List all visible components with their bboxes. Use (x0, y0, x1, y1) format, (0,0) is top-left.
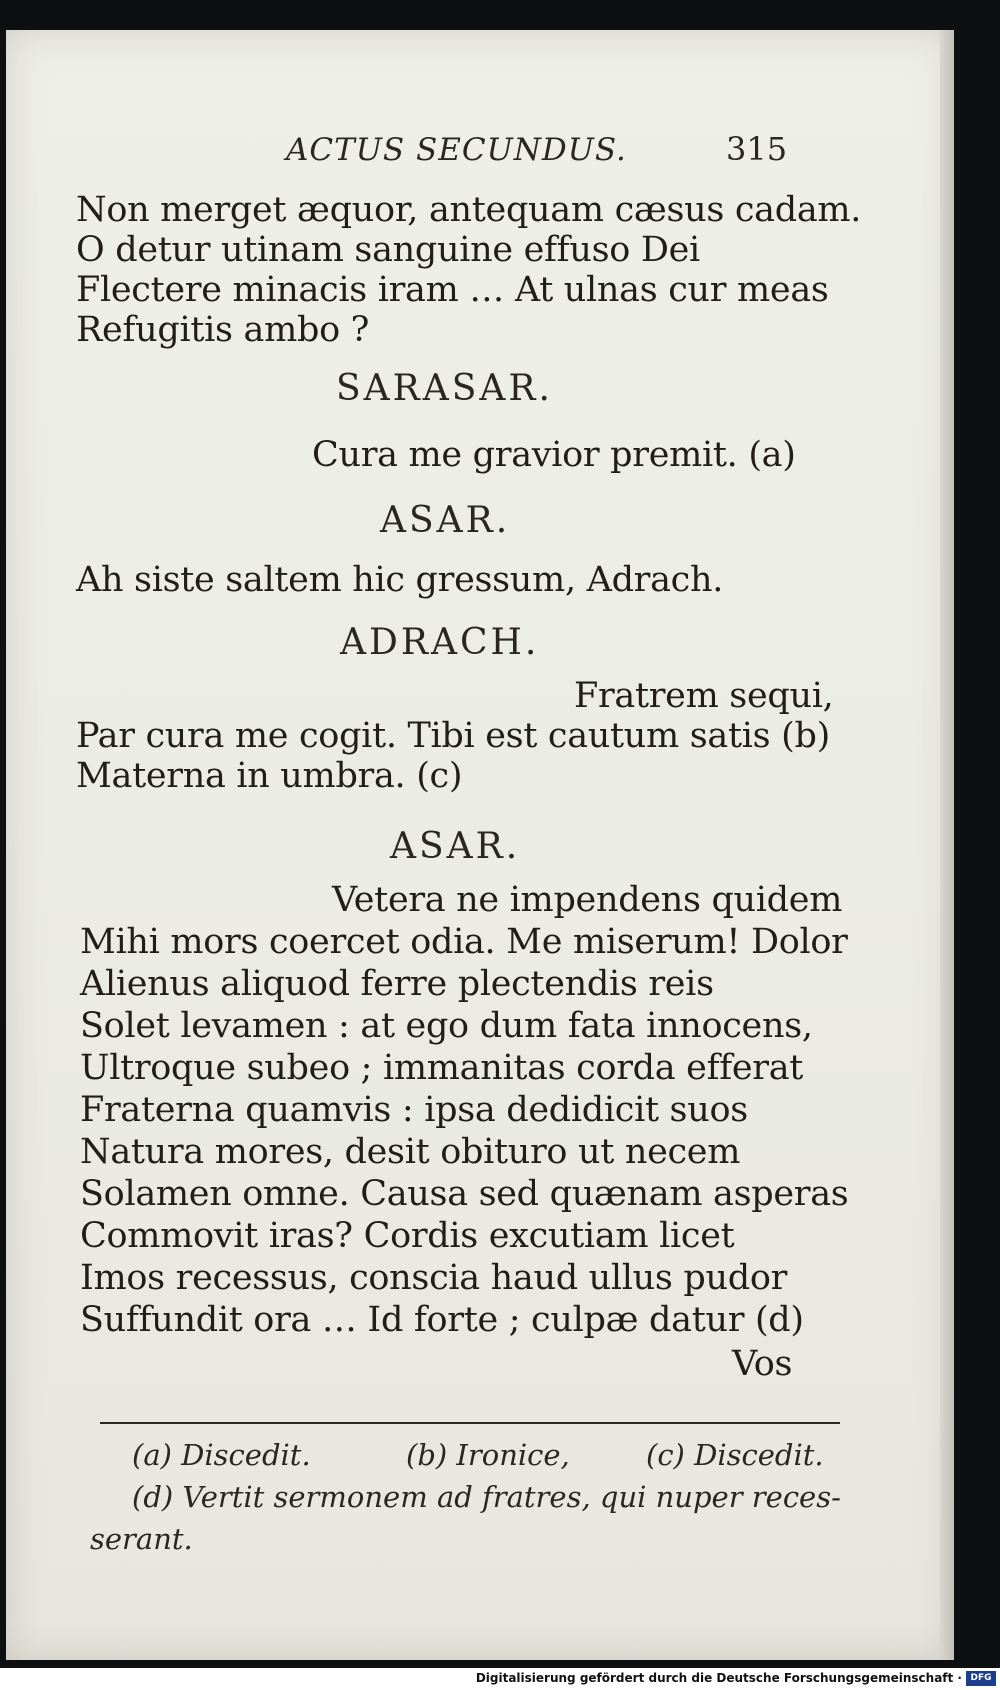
verse-line: Suffundit ora … Id forte ; culpæ datur (d) (80, 1300, 804, 1340)
footnote-d: (d) Vertit sermonem ad fratres, qui nuper reces- (132, 1480, 841, 1514)
running-head: ACTUS SECUNDUS. (286, 132, 627, 168)
verse-line: Flectere minacis iram … At ulnas cur meas (76, 270, 829, 310)
verse-line: Vetera ne impendens quidem (332, 880, 843, 920)
verse-line: Imos recessus, conscia haud ullus pudor (80, 1258, 788, 1298)
verse-line: Mihi mors coercet odia. Me miserum! Dolor (80, 922, 848, 962)
footnote-rule (100, 1422, 840, 1424)
footnote-d-continued: serant. (90, 1522, 193, 1556)
footnote-a: (a) Discedit. (132, 1438, 311, 1472)
page-number: 315 (726, 130, 788, 168)
verse-line: Par cura me cogit. Tibi est cautum satis (b) (76, 716, 830, 756)
page-edge (940, 30, 954, 1660)
verse-line: Ultroque subeo ; immanitas corda efferat (80, 1048, 804, 1088)
digitization-footer (0, 1668, 1000, 1690)
speaker-name: ASAR. (390, 826, 521, 867)
verse-line: Natura mores, desit obituro ut necem (80, 1132, 741, 1172)
verse-line: Non merget æquor, antequam cæsus cadam. (76, 190, 862, 230)
verse-line: Commovit iras? Cordis excutiam licet (80, 1216, 735, 1256)
speaker-name: ADRACH. (340, 622, 540, 663)
verse-line: Solet levamen : at ego dum fata innocens, (80, 1006, 813, 1046)
dfg-logo-icon: DFG (966, 1671, 996, 1686)
verse-line: Solamen omne. Causa sed quænam asperas (80, 1174, 849, 1214)
footnote-c: (c) Discedit. (646, 1438, 824, 1472)
funding-credit: Digitalisierung gefördert durch die Deutsche Forschungsgemeinschaft · (475, 1671, 962, 1685)
verse-line: Cura me gravior premit. (a) (312, 435, 796, 475)
verse-line: Alienus aliquod ferre plectendis reis (80, 964, 714, 1004)
catchword: Vos (732, 1344, 793, 1384)
verse-line: Materna in umbra. (c) (76, 756, 463, 796)
speaker-name: SARASAR. (336, 368, 553, 409)
speaker-name: ASAR. (380, 500, 511, 541)
verse-line: O detur utinam sanguine effuso Dei (76, 230, 700, 270)
book-page (6, 30, 954, 1660)
footnote-b: (b) Ironice, (406, 1438, 570, 1472)
verse-line: Ah siste saltem hic gressum, Adrach. (76, 560, 724, 600)
verse-line: Fratrem sequi, (574, 676, 834, 716)
verse-line: Refugitis ambo ? (76, 310, 370, 350)
verse-line: Fraterna quamvis : ipsa dedidicit suos (80, 1090, 748, 1130)
